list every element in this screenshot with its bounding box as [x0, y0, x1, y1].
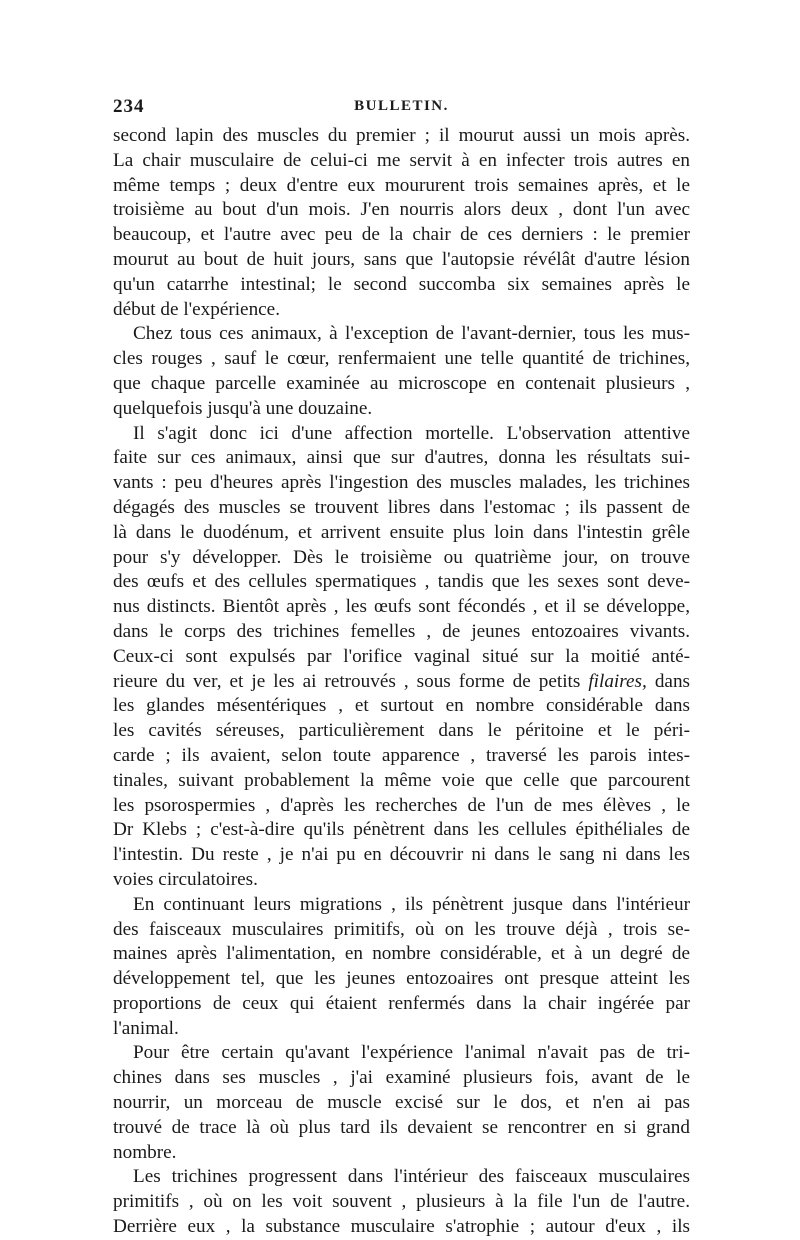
text-line: là dans le duodénum, et arrivent ensuite plus loin dans l'intestin grêle — [113, 521, 690, 543]
text-line: dans le corps des trichines femelles , de jeunes entozoaires vivants. — [113, 620, 690, 642]
page-header — [113, 96, 690, 120]
paragraph — [113, 1165, 690, 1239]
text-line: trouvé de trace là où plus tard ils devaient se rencontrer en si grand — [113, 1116, 690, 1138]
text-line: Chez tous ces animaux, à l'exception de l'avant-dernier, tous les mus- — [133, 323, 690, 345]
text-line: maines après l'alimentation, en nombre considérable, et à un degré de — [113, 943, 690, 965]
text-line: nombre. — [113, 1141, 177, 1163]
text-line: Il s'agit donc ici d'une affection mortelle. L'observation attentive — [133, 422, 690, 444]
text-line: même temps ; deux d'entre eux moururent trois semaines après, et le — [113, 174, 690, 196]
text-line: les cavités séreuses, particulièrement dans le péritoine et le péri- — [113, 720, 690, 742]
text-line: primitifs , où on les voit souvent , plusieurs à la file l'un de l'autre. — [113, 1191, 690, 1213]
text-line: tinales, suivant probablement la même voie que celle que parcourent — [113, 769, 690, 791]
paragraph — [113, 422, 690, 893]
text-line: En continuant leurs migrations , ils pénètrent jusque dans l'intérieur — [133, 893, 690, 915]
text-line: vants : peu d'heures après l'ingestion des muscles malades, les trichines — [113, 472, 690, 494]
text-line: Dr Klebs ; c'est-à-dire qu'ils pénètrent dans les cellules épithéliales de — [113, 819, 690, 841]
paragraph — [113, 893, 690, 1042]
text-line: pour s'y développer. Dès le troisième ou quatrième jour, on trouve — [113, 546, 690, 568]
paragraph — [113, 1041, 690, 1165]
paragraph — [113, 322, 690, 421]
text-line: début de l'expérience. — [113, 298, 281, 320]
text-line: des œufs et des cellules spermatiques , tandis que les sexes sont deve- — [113, 571, 690, 593]
text-line: des faisceaux musculaires primitifs, où on les trouve déjà , trois se- — [113, 918, 690, 940]
running-head: BULLETIN. — [354, 98, 449, 114]
body-text — [113, 124, 690, 1240]
text-line: chines dans ses muscles , j'ai examiné plusieurs fois, avant de le — [113, 1067, 690, 1089]
text-line: l'intestin. Du reste , je n'ai pu en découvrir ni dans le sang ni dans les — [113, 844, 690, 866]
text-line: développement tel, que les jeunes entozoaires ont presque atteint les — [113, 968, 690, 990]
text-line: second lapin des muscles du premier ; il mourut aussi un mois après. — [113, 125, 690, 146]
text-line: mourut au bout de huit jours, sans que l'autopsie révélât d'autre lésion — [113, 248, 690, 270]
paragraph — [113, 124, 690, 322]
text-line: rieure du ver, et je les ai retrouvés , sous forme de petits filaires, dans — [113, 670, 691, 692]
text-line: Derrière eux , la substance musculaire s'atrophie ; autour d'eux , ils — [113, 1216, 690, 1238]
text-line: nourrir, un morceau de muscle excisé sur le dos, et n'en ai pas — [113, 1092, 690, 1114]
text-line: les glandes mésentériques , et surtout en nombre considérable dans — [113, 695, 690, 717]
text-line: dégagés des muscles se trouvent libres dans l'estomac ; ils passent de — [113, 496, 690, 518]
text-line: nus distincts. Bientôt après , les œufs sont fécondés , et il se développe, — [113, 596, 690, 618]
text-line: les psorospermies , d'après les recherches de l'un de mes élèves , le — [113, 794, 690, 816]
text-line: La chair musculaire de celui-ci me servit à en infecter trois autres en — [113, 149, 690, 171]
text-line: Les trichines progressent dans l'intérieur des faisceaux musculaires — [133, 1166, 690, 1188]
text-line: beaucoup, et l'autre avec peu de la chair de ces derniers : le premier — [113, 224, 690, 246]
text-line: qu'un catarrhe intestinal; le second succomba six semaines après le — [113, 273, 690, 295]
italic-term: filaires, — [580, 670, 647, 692]
text-line: que chaque parcelle examinée au microscope en contenait plusieurs , — [113, 372, 690, 394]
text-line: proportions de ceux qui étaient renfermés dans la chair ingérée par — [113, 992, 690, 1014]
text-line: faite sur ces animaux, ainsi que sur d'autres, donna les résultats sui- — [113, 447, 690, 469]
page-number: 234 — [113, 96, 145, 117]
text-line: Ceux-ci sont expulsés par l'orifice vaginal situé sur la moitié anté- — [113, 645, 690, 667]
text-line: quelquefois jusqu'à une douzaine. — [113, 397, 373, 419]
text-line: l'animal. — [113, 1017, 179, 1039]
text-line: troisième au bout d'un mois. J'en nourris alors deux , dont l'un avec — [113, 199, 690, 221]
text-line: Pour être certain qu'avant l'expérience l'animal n'avait pas de tri- — [133, 1042, 690, 1064]
text-line: cles rouges , sauf le cœur, renfermaient une telle quantité de trichines, — [113, 348, 690, 370]
text-line: voies circulatoires. — [113, 868, 258, 890]
text-line: carde ; ils avaient, selon toute apparence , traversé les parois intes- — [113, 744, 690, 766]
